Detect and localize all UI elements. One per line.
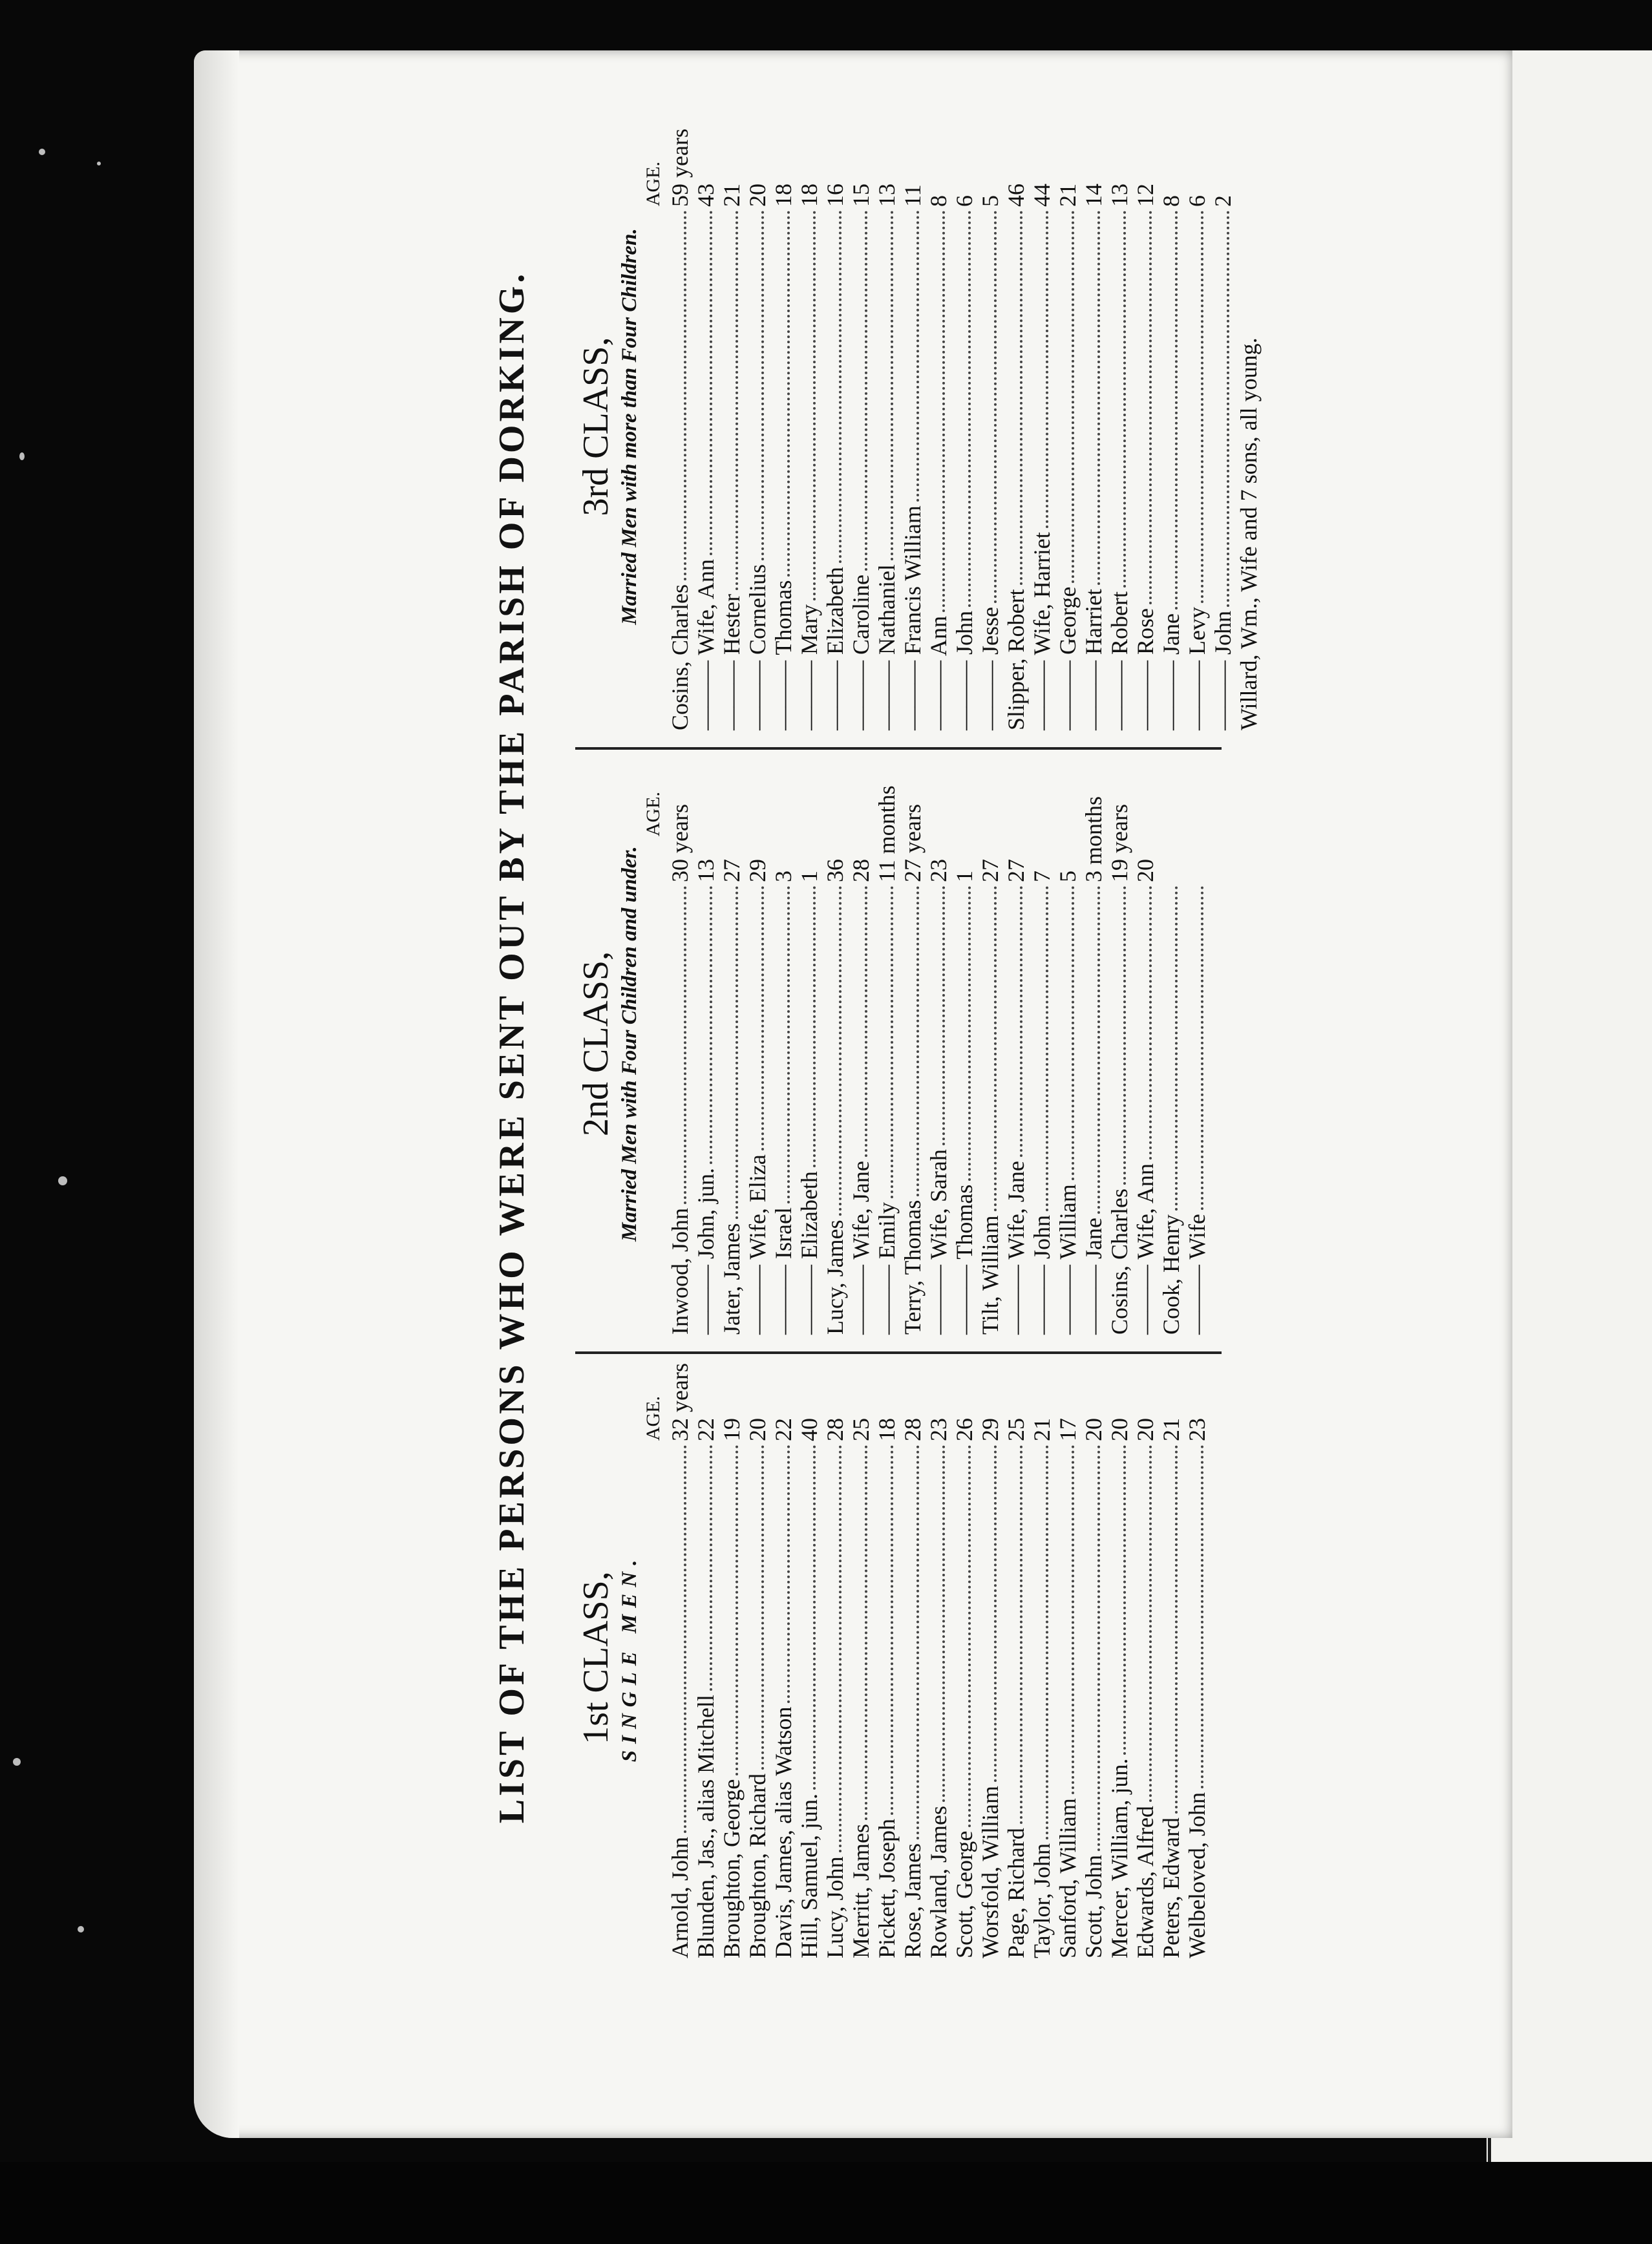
person-name: ——— Wife, Ann [1132,1163,1158,1335]
dot-leader [1149,211,1152,604]
list-item [1184,123,1210,730]
list-item [1081,123,1107,730]
person-name: ——— Thomas [770,580,796,730]
person-age: 25 [1003,1418,1029,1441]
dot-leader [1175,1445,1178,1814]
dot-leader [761,886,764,1150]
list-item [822,753,848,1335]
person-age: 20 [745,184,770,207]
list-item [822,123,848,730]
dot-leader [1123,211,1126,587]
list-item [926,123,951,730]
person-age: 20 [1132,1418,1158,1441]
person-age: 21 [1158,1418,1184,1441]
class-subtitle: Married Men with more than Four Children. [618,228,641,625]
dot-leader [684,886,686,1204]
dust-speck [97,162,101,165]
list-item [977,123,1003,730]
entry-list [667,123,1236,730]
list-item [951,753,977,1335]
person-name: ——— Wife, Ann [693,559,719,730]
person-age: 27 [1003,859,1029,882]
person-age: 18 [770,184,796,207]
person-name: ——— John [1029,1214,1055,1335]
dot-leader [994,211,997,603]
person-age: 36 [822,859,848,882]
class-title: 2nd CLASS, [576,951,616,1137]
dot-leader [839,211,842,563]
list-item [848,123,874,730]
list-item [848,1357,874,1958]
dot-leader [1072,886,1074,1180]
person-age: 11 months [874,785,900,882]
person-age: 6 [951,195,977,207]
list-item [874,123,900,730]
list-item [900,123,926,730]
person-name: Merritt, James [848,1824,874,1958]
person-name: ——— John, jun. [693,1167,719,1335]
list-item [745,1357,770,1958]
person-age: 23 [926,1418,951,1441]
person-name: ——— Emily [874,1202,900,1335]
person-name: Lucy, John [822,1856,848,1958]
dot-leader [916,1445,919,1839]
dot-leader [839,886,842,1216]
list-item [1107,753,1132,1335]
list-item [667,753,693,1335]
rotated-list [491,123,1409,1971]
age-header: AGE. [642,1396,664,1441]
person-age: 13 [693,859,719,882]
dot-leader [1149,886,1152,1159]
list-item [1055,1357,1081,1958]
person-name: Inwood, John [667,1208,693,1335]
column-divider [575,747,1222,750]
dot-leader [942,1445,945,1802]
person-name: Arnold, John [667,1837,693,1958]
dot-leader [891,886,893,1198]
person-name: ——— Jane [1081,1218,1107,1335]
list-item [1210,123,1236,730]
dot-leader [813,1445,816,1790]
person-age: 3 [770,871,796,882]
person-age: 21 [1029,1418,1055,1441]
person-age: 1 [951,871,977,882]
dot-leader [916,886,919,1196]
dot-leader [1072,211,1074,583]
dot-leader [1097,886,1100,1214]
class-column-2 [575,753,1210,1335]
class-title: 1st CLASS, [576,1571,616,1744]
person-name: ——— Rose [1132,608,1158,730]
dot-leader [1201,1445,1203,1788]
person-age: 20 [1132,859,1158,882]
list-item [1055,753,1081,1335]
dot-leader [1123,886,1126,1185]
person-name: Worsfold, William [977,1786,1003,1958]
age-header: AGE. [642,792,664,837]
list-item [745,753,770,1335]
list-item [796,123,822,730]
dot-leader [1072,1445,1074,1794]
person-name: ——— Cornelius [745,564,770,730]
person-age: 18 [874,1418,900,1441]
person-age: 22 [693,1418,719,1441]
list-item [1158,1357,1184,1958]
list-item [977,753,1003,1335]
person-age: 44 [1029,184,1055,207]
dot-leader [1046,211,1048,528]
person-age: 21 [1055,184,1081,207]
person-age: 40 [796,1418,822,1441]
list-item [693,753,719,1335]
person-age: 28 [822,1418,848,1441]
dot-leader [1175,211,1178,609]
person-name: Sanford, William [1055,1798,1081,1958]
person-name: ——— Wife, Sarah [926,1149,951,1335]
entry-list [667,753,1210,1335]
person-age: 2 [1210,195,1236,207]
dot-leader [891,1445,893,1815]
person-age: 19 [719,1418,745,1441]
person-name: Jater, James [719,1223,745,1335]
person-name: Page, Richard [1003,1828,1029,1958]
dot-leader [1123,1445,1126,1755]
list-item [1029,1357,1055,1958]
person-age: 28 [900,1418,926,1441]
person-age: 5 [977,195,1003,207]
dot-leader [1097,1445,1100,1851]
person-age: 11 [900,184,926,207]
list-item [848,753,874,1335]
person-age: 26 [951,1418,977,1441]
person-age: 17 [1055,1418,1081,1441]
person-age: 18 [796,184,822,207]
dot-leader [684,1445,686,1833]
person-name: Peters, Edward [1158,1817,1184,1958]
dust-speck [78,1926,84,1932]
person-name: Terry, Thomas [900,1200,926,1335]
list-item [719,123,745,730]
dot-leader [994,1445,997,1782]
list-item [977,1357,1003,1958]
list-item [1184,753,1210,1335]
person-age: 13 [1107,184,1132,207]
dot-leader [942,886,945,1145]
footnote: Willard, Wm., Wife and 7 sons, all young. [1236,337,1262,730]
person-name: Scott, George [951,1830,977,1958]
person-age: 20 [1107,1418,1132,1441]
list-item [1158,123,1184,730]
list-item [1003,1357,1029,1958]
person-name: Edwards, Alfred [1132,1806,1158,1958]
dust-speck [13,1758,21,1766]
list-item [1132,753,1158,1335]
dot-leader [1020,211,1022,585]
list-item [796,1357,822,1958]
person-name: ——— Wife, Jane [1003,1161,1029,1335]
dot-leader [787,1445,790,1703]
person-name: ——— Jesse [977,607,1003,730]
list-item [1029,753,1055,1335]
person-age: 25 [848,1418,874,1441]
list-item [1003,123,1029,730]
list-item [822,1357,848,1958]
person-age: 3 months [1081,796,1107,882]
dot-leader [968,1445,971,1827]
person-name: ——— Nathaniel [874,564,900,730]
person-name: ——— Wife, Eliza [745,1154,770,1335]
list-item [900,753,926,1335]
list-item [926,753,951,1335]
list-item [1132,1357,1158,1958]
list-item [1107,123,1132,730]
person-age: 5 [1055,871,1081,882]
page-edge-shadow [194,50,239,2138]
class-column-3 [575,123,1262,730]
list-item [667,123,693,730]
class-title: 3rd CLASS, [576,337,616,516]
person-name: ——— John [1210,610,1236,730]
person-name: ——— Israel [770,1207,796,1335]
class-subtitle: SINGLE MEN. [618,1553,641,1762]
person-name: Rowland, James [926,1806,951,1958]
list-item [1081,1357,1107,1958]
person-name: ——— Levy [1184,607,1210,730]
person-name: ——— Jane [1158,613,1184,730]
dot-leader [813,211,816,600]
list-item [719,1357,745,1958]
list-item [1081,753,1107,1335]
person-name: Cosins, Charles [667,584,693,730]
person-name: Lucy, James [822,1220,848,1335]
person-name: Taylor, John [1029,1843,1055,1958]
dot-leader [865,211,867,571]
person-age: 1 [796,871,822,882]
person-name: ——— Robert [1107,591,1132,730]
person-name: ——— Caroline [848,575,874,730]
person-age: 59 years [667,129,693,207]
person-age: 16 [822,184,848,207]
list-item [719,753,745,1335]
person-name: Welbeloved, John [1184,1792,1210,1958]
dot-leader [839,1445,842,1852]
dot-leader [994,886,997,1211]
person-name: ——— Wife, Jane [848,1161,874,1335]
dot-leader [1020,886,1022,1157]
person-name: ——— Hester [719,594,745,730]
dot-leader [1227,211,1229,607]
list-item [951,123,977,730]
person-name: ——— Francis William [900,505,926,730]
person-age: 27 years [900,804,926,882]
person-name: Tilt, William [977,1215,1003,1335]
list-item [745,123,770,730]
dot-leader [865,1445,867,1820]
list-item [1055,123,1081,730]
person-name: Mercer, William, jun. [1107,1758,1132,1958]
person-age: 12 [1132,184,1158,207]
person-name: ——— Mary [796,604,822,730]
dot-leader [1201,211,1203,603]
list-item [1003,753,1029,1335]
person-name: Broughton, George [719,1779,745,1958]
dot-leader [1046,1445,1048,1839]
person-age: 8 [1158,195,1184,207]
dot-leader [1201,886,1203,1210]
dot-leader [916,211,919,502]
dot-leader [1020,1445,1022,1824]
list-item [1184,1357,1210,1958]
dot-leader [942,211,945,612]
person-name: Rose, James [900,1843,926,1958]
dust-speck [39,149,45,155]
person-age: 19 years [1107,804,1132,882]
person-name: Blunden, Jas., alias Mitchell [693,1695,719,1958]
dot-leader [710,886,712,1164]
person-name: ——— William [1055,1184,1081,1335]
person-age: 6 [1184,195,1210,207]
person-name: ——— Thomas [951,1184,977,1335]
person-age: 29 [977,1418,1003,1441]
age-header: AGE. [642,162,664,207]
dot-leader [1175,886,1178,1211]
dot-leader [736,886,738,1220]
person-age: 23 [1184,1418,1210,1441]
person-name: Cook, Henry [1158,1214,1184,1335]
list-item [951,1357,977,1958]
person-name: ——— Elizabeth [822,567,848,730]
list-item [874,1357,900,1958]
person-age: 13 [874,184,900,207]
person-name: Pickett, Joseph [874,1819,900,1958]
person-age: 22 [770,1418,796,1441]
dust-speck [19,452,25,460]
person-age: 32 years [667,1363,693,1441]
dot-leader [710,1445,712,1691]
person-name: Slipper, Robert [1003,589,1029,730]
list-item [667,1357,693,1958]
list-item [693,1357,719,1958]
list-item [1158,753,1184,1335]
person-age: 46 [1003,184,1029,207]
dot-leader [865,886,867,1157]
dot-leader [761,1445,764,1770]
person-name: ——— Elizabeth [796,1171,822,1335]
person-name: ——— George [1055,586,1081,730]
person-name: ——— Harriet [1081,589,1107,730]
person-age: 15 [848,184,874,207]
class-subtitle: Married Men with Four Children and under. [618,846,641,1242]
person-age: 30 years [667,804,693,882]
list-item [770,753,796,1335]
list-item [796,753,822,1335]
person-age: 23 [926,859,951,882]
dot-leader [710,211,712,555]
dot-leader [1097,211,1100,585]
person-name: Cosins, Charles [1107,1188,1132,1335]
entry-list [667,1357,1210,1958]
person-age: 27 [977,859,1003,882]
list-item [1132,123,1158,730]
list-item [874,753,900,1335]
list-item [770,1357,796,1958]
person-age: 14 [1081,184,1107,207]
list-item [1029,123,1055,730]
dot-leader [1149,1445,1152,1802]
person-age: 28 [848,859,874,882]
person-age: 43 [693,184,719,207]
dot-leader [684,211,686,580]
person-age: 21 [719,184,745,207]
list-item [770,123,796,730]
person-name: ——— Wife, Harriet [1029,532,1055,730]
person-age: 7 [1029,871,1055,882]
dot-leader [736,211,738,590]
person-name: Broughton, Richard [745,1773,770,1958]
person-name: Scott, John [1081,1854,1107,1958]
person-age: 8 [926,195,951,207]
person-name: Davis, James, alias Watson [770,1706,796,1958]
page-title: LIST OF THE PERSONS WHO WERE SENT OUT BY THE PARISH OF DORKING. [492,270,532,1824]
dust-speck [58,1176,67,1185]
dot-leader [736,1445,738,1775]
person-age: 20 [1081,1418,1107,1441]
list-item [900,1357,926,1958]
person-name: ——— John [951,610,977,730]
list-item [1107,1357,1132,1958]
scan-bottom-border [0,2162,1652,2244]
person-age: 20 [745,1418,770,1441]
dot-leader [761,211,764,560]
person-name: ——— Wife [1184,1214,1210,1335]
dot-leader [968,211,971,607]
person-age: 29 [745,859,770,882]
list-item [926,1357,951,1958]
dot-leader [787,886,790,1203]
person-age: 27 [719,859,745,882]
person-name: ——— Ann [926,615,951,730]
class-column-1 [575,1357,1210,1958]
dot-leader [787,211,790,577]
dot-leader [891,211,893,560]
person-name: Hill, Samuel, jun. [796,1794,822,1958]
list-item [693,123,719,730]
dot-leader [1046,886,1048,1211]
dot-leader [968,886,971,1181]
column-divider [575,1351,1222,1354]
dot-leader [813,886,816,1167]
